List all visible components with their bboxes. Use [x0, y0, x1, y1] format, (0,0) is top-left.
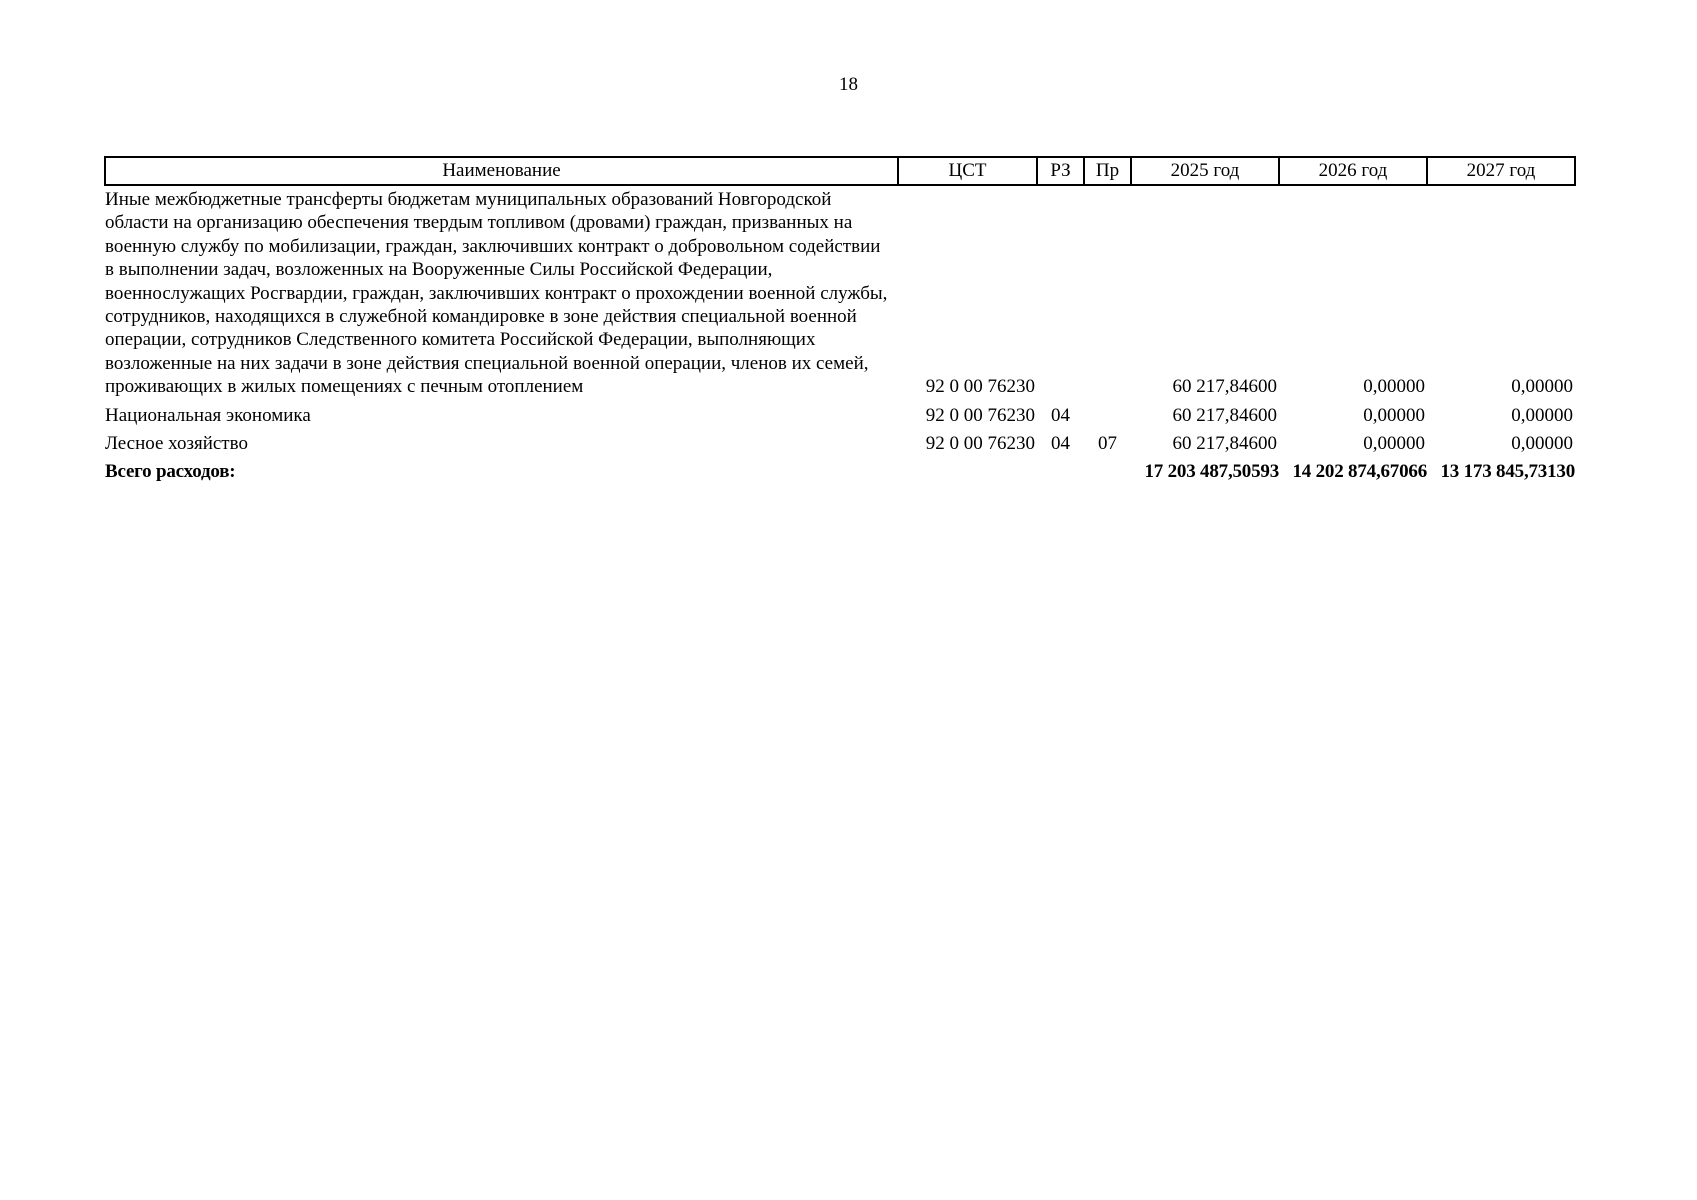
total-rz-empty — [1037, 455, 1084, 483]
row-rz: 04 — [1051, 404, 1070, 426]
total-label: Всего расходов: — [105, 461, 236, 483]
row-rz: 04 — [1051, 433, 1070, 455]
total-cst-empty — [898, 455, 1037, 483]
total-2026: 14 202 874,67066 — [1292, 461, 1427, 483]
total-2025: 17 203 487,50593 — [1144, 461, 1279, 483]
row-2027: 0,00000 — [1511, 376, 1573, 398]
row-name: Лесное хозяйство — [105, 433, 248, 455]
page-number: 18 — [839, 74, 858, 95]
row-2025: 60 217,84600 — [1172, 376, 1277, 398]
row-2025: 60 217,84600 — [1172, 433, 1277, 455]
budget-table — [104, 156, 1576, 484]
header-pr: Пр — [1084, 157, 1131, 185]
table-row — [105, 185, 1575, 399]
row-cst: 92 0 00 76230 — [925, 404, 1035, 426]
row-pr: 07 — [1098, 433, 1117, 455]
header-name: Наименование — [105, 157, 898, 185]
row-name: Национальная экономика — [105, 404, 311, 426]
table-row — [105, 427, 1575, 455]
header-2026: 2026 год — [1279, 157, 1427, 185]
header-cst: ЦСТ — [898, 157, 1037, 185]
row-cst: 92 0 00 76230 — [925, 376, 1035, 398]
row-rz — [1037, 185, 1084, 399]
total-pr-empty — [1084, 455, 1131, 483]
row-2027: 0,00000 — [1511, 433, 1573, 455]
total-2027: 13 173 845,73130 — [1440, 461, 1575, 483]
row-2027: 0,00000 — [1511, 404, 1573, 426]
table-header-row — [105, 157, 1575, 185]
header-2027: 2027 год — [1427, 157, 1575, 185]
header-rz: РЗ — [1037, 157, 1084, 185]
header-2025: 2025 год — [1131, 157, 1279, 185]
total-row — [105, 455, 1575, 483]
row-name: Иные межбюджетные трансферты бюджетам муниципальных образований Новгородской области на организацию обеспечения твердым топливом (дровами) граждан, призванных на военную службу по мобилизации, граждан, заключивших контракт о добровольном содействии в выполнении задач, возложенных на Вооруженные Силы Российской Федерации, военнослужащих Росгвардии, граждан, заключивших контракт о прохождении военной службы, сотрудников, находящихся в служебной командировке в зоне действия специальной военной операции, сотрудников Следственного комитета Российской Федерации, выполняющих возложенные на них задачи в зоне действия специальной военной операции, членов их семей, проживающих в жилых помещениях с печным отоплением — [105, 189, 888, 398]
row-2025: 60 217,84600 — [1172, 404, 1277, 426]
table-row — [105, 399, 1575, 427]
row-cst: 92 0 00 76230 — [925, 433, 1035, 455]
row-2026: 0,00000 — [1363, 433, 1425, 455]
row-2026: 0,00000 — [1363, 404, 1425, 426]
row-pr — [1084, 399, 1131, 427]
row-2026: 0,00000 — [1363, 376, 1425, 398]
row-pr — [1084, 185, 1131, 399]
